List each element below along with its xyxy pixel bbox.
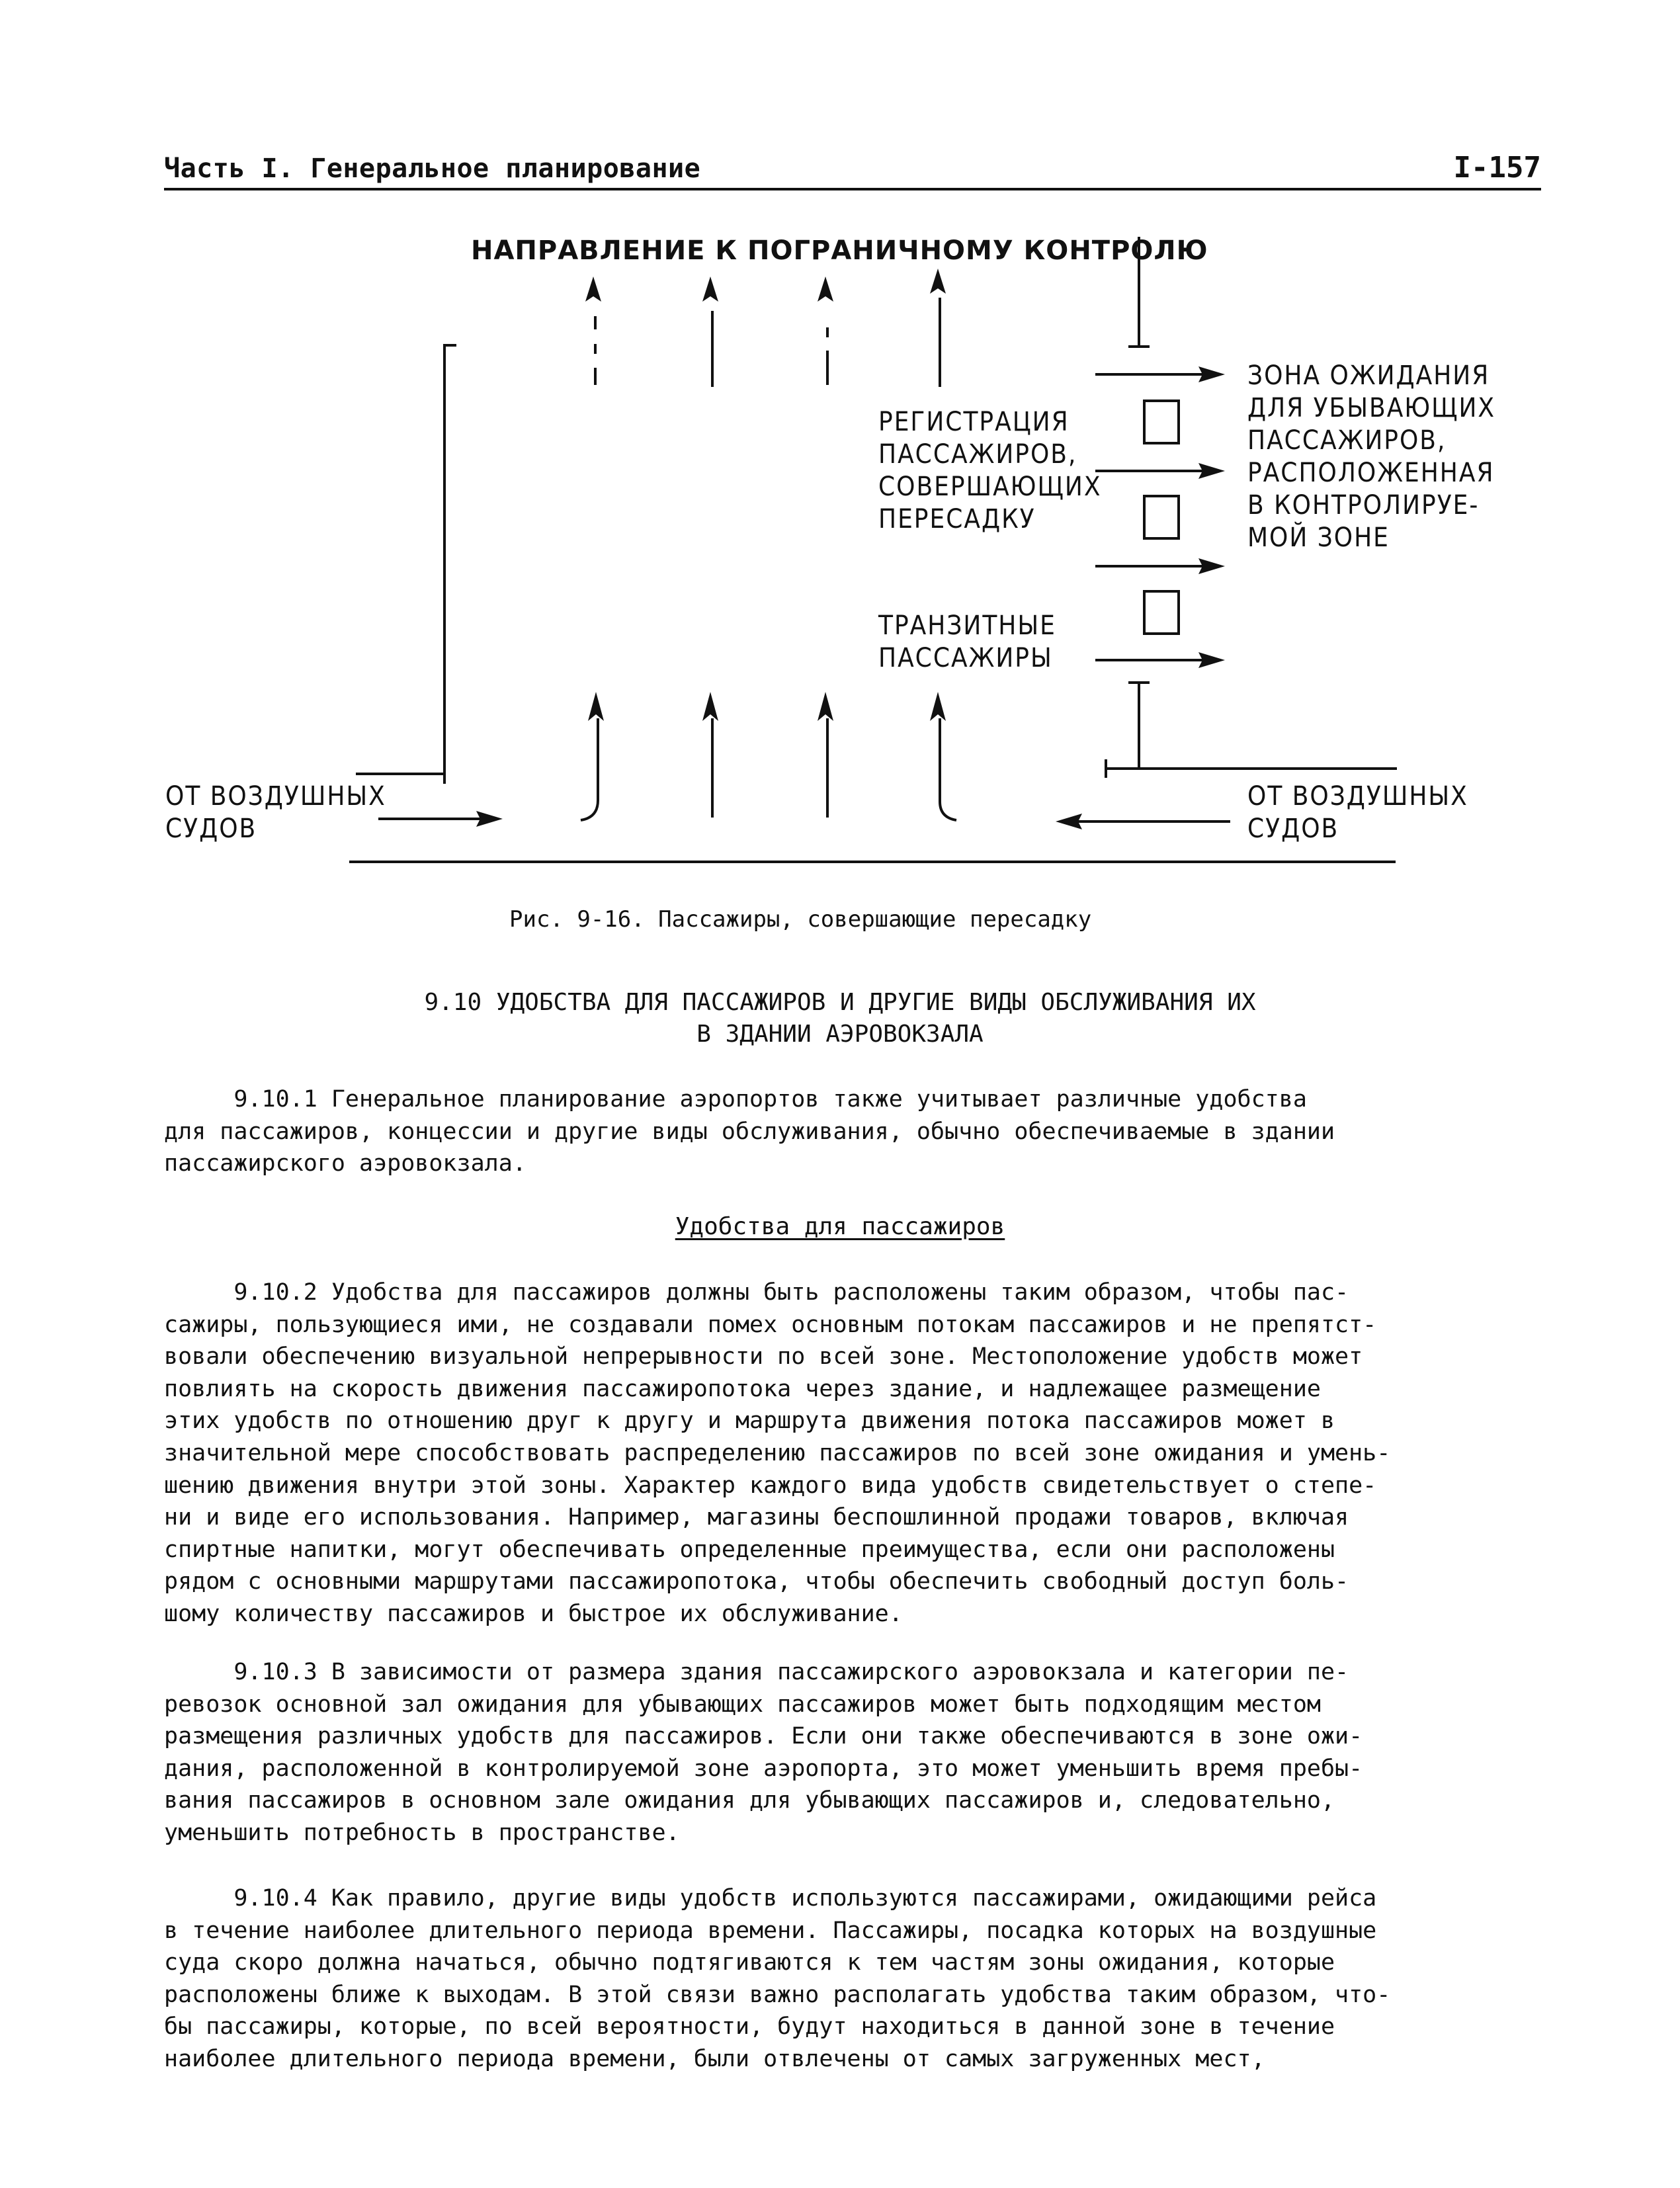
label-from-aircraft-left [165,780,386,845]
paragraph-line: в течение наиболее длительного периода времени. Пассажиры, посадка которых на воздушные [164,1917,1377,1944]
paragraph-line: уменьшить потребность в пространстве. [164,1819,680,1846]
label-waiting-zone-line: МОЙ ЗОНЕ [1247,523,1390,553]
paragraph-line: шению движения внутри этой зоны. Характер каждого вида удобств свидетельствует о степе- [164,1472,1377,1499]
arrowhead-left [1056,814,1082,829]
section-heading-line: В ЗДАНИИ АЭРОВОКЗАЛА [696,1021,984,1048]
paragraph-line: 9.10.3 В зависимости от размера здания пассажирского аэровокзала и категории пе- [164,1659,1349,1685]
arrowhead-up-top-4 [930,269,946,294]
figure-title-border-control: НАПРАВЛЕНИЕ К ПОГРАНИЧНОМУ КОНТРОЛЮ [471,235,1208,266]
arrowhead-up-bottom-2 [702,692,718,721]
arrowhead-zone-1 [1198,366,1225,382]
paragraph-line: значительной мере способствовать распределению пассажиров по всей зоне ожидания и умень- [164,1439,1391,1466]
label-from-aircraft-line: ОТ ВОЗДУШНЫХ [165,781,386,812]
curve-bottom-1 [581,718,598,820]
label-registration [878,406,1101,536]
arrowhead-up-bottom-3 [818,692,833,721]
label-from-aircraft-line: ОТ ВОЗДУШНЫХ [1247,781,1468,812]
arrowhead-up-top-3 [818,276,833,302]
paragraph-line: ревозок основной зал ожидания для убывающих пассажиров может быть подходящим местом [164,1691,1321,1718]
label-waiting-zone-line: РАСПОЛОЖЕННАЯ [1247,458,1495,488]
paragraph-line: рядом с основными маршрутами пассажиропотока, чтобы обеспечить свободный доступ боль- [164,1568,1349,1595]
section-heading-line: 9.10 УДОБСТВА ДЛЯ ПАССАЖИРОВ И ДРУГИЕ ВИДЫ ОБСЛУЖИВАНИЯ ИХ [424,989,1256,1016]
arrowhead-zone-3 [1198,558,1225,574]
label-registration-line: ПЕРЕСАДКУ [878,504,1036,534]
label-transit-line: ПАССАЖИРЫ [878,643,1053,673]
paragraph-line: расположены ближе к выходам. В этой связи важно располагать удобства таким образом, что- [164,1981,1391,2008]
label-registration-line: ПАССАЖИРОВ, [878,439,1077,470]
paragraph-9-10-2 [164,1277,1553,1630]
paragraph-line: 9.10.4 Как правило, другие виды удобств используются пассажирами, ожидающими рейса [164,1885,1377,1912]
figure-caption: Рис. 9-16. Пассажиры, совершающие пересадку [509,906,1092,933]
counter-2 [1144,496,1179,538]
counter-3 [1144,591,1179,634]
arrowhead-up-bottom-1 [588,692,604,721]
paragraph-line: этих удобств по отношению друг к другу и маршрута движения потока пассажиров может в [164,1408,1335,1435]
running-header-title: Часть I. Генеральное планирование [164,153,701,184]
label-registration-line: СОВЕРШАЮЩИХ [878,472,1102,502]
label-waiting-zone-line: ПАССАЖИРОВ, [1247,425,1447,456]
arrowhead-up-top-2 [702,276,718,302]
label-from-aircraft-line: СУДОВ [1247,814,1339,844]
paragraph-9-10-4 [164,1882,1553,2076]
label-from-aircraft-line: СУДОВ [165,814,257,844]
paragraph-line: спиртные напитки, могут обеспечивать определенные преимущества, если они расположены [164,1536,1335,1563]
paragraph-line: повлиять на скорость движения пассажиропотока через здание, и надлежащее размещение [164,1375,1321,1402]
left-wall [444,345,456,774]
paragraph-line: бы пассажиры, которые, по всей вероятности, будут находиться в данной зоне в течение [164,2013,1335,2041]
paragraph-line: дания, расположенной в контролируемой зоне аэропорта, это может уменьшить время пребы- [164,1755,1363,1782]
paragraph-line: суда скоро должна начаться, обычно подтягиваются к тем частям зоны ожидания, которые [164,1949,1335,1976]
paragraph-line: для пассажиров, концессии и другие виды обслуживания, обычно обеспечиваемые в здании [164,1118,1335,1145]
paragraph-line: вовали обеспечению визуальной непрерывности по всей зоне. Местоположение удобств может [164,1343,1363,1370]
paragraph-9-10-3 [164,1656,1553,1849]
paragraph-line: пассажирского аэровокзала. [164,1150,526,1177]
arrowhead-zone-2 [1198,463,1225,479]
label-waiting-zone [1247,360,1495,554]
subheading-passenger-amenities [0,1213,1680,1240]
arrowhead-right [476,811,503,827]
page-number: I-157 [1453,151,1541,185]
paragraph-line: сажиры, пользующиеся ими, не создавали помех основным потокам пассажиров и не препятст- [164,1311,1377,1338]
curve-bottom-4 [940,718,956,820]
paragraph-line: 9.10.2 Удобства для пассажиров должны быть расположены таким образом, чтобы пас- [164,1279,1349,1306]
arrowhead-up-top-1 [585,276,601,302]
label-registration-line: РЕГИСТРАЦИЯ [878,407,1070,437]
paragraph-line: размещения различных удобств для пассажиров. Если они также обеспечиваются в зоне ожи- [164,1723,1363,1750]
label-from-aircraft-right [1247,780,1468,845]
paragraph-9-10-1 [164,1083,1553,1180]
label-waiting-zone-line: В КОНТРОЛИРУЕ- [1247,490,1480,521]
paragraph-line: ни и виде его использования. Например, магазины беспошлинной продажи товаров, включая [164,1504,1349,1531]
paragraph-line: шому количеству пассажиров и быстрое их обслуживание. [164,1600,903,1627]
arrowhead-zone-4 [1198,652,1225,668]
counter-1 [1144,401,1179,443]
paragraph-line: наиболее длительного периода времени, были отвлечены от самых загруженных мест, [164,2045,1265,2072]
label-transit [878,610,1056,675]
paragraph-line: 9.10.1 Генеральное планирование аэропортов также учитывает различные удобства [164,1086,1307,1113]
arrowhead-up-bottom-4 [930,692,946,721]
label-waiting-zone-line: ДЛЯ УБЫВАЮЩИХ [1247,393,1496,423]
paragraph-line: вания пассажиров в основном зале ожидания для убывающих пассажиров и, следовательно, [164,1787,1335,1814]
subheading-text: Удобства для пассажиров [675,1213,1005,1240]
label-transit-line: ТРАНЗИТНЫЕ [878,610,1056,641]
section-heading [0,987,1680,1050]
label-waiting-zone-line: ЗОНА ОЖИДАНИЯ [1247,360,1490,391]
